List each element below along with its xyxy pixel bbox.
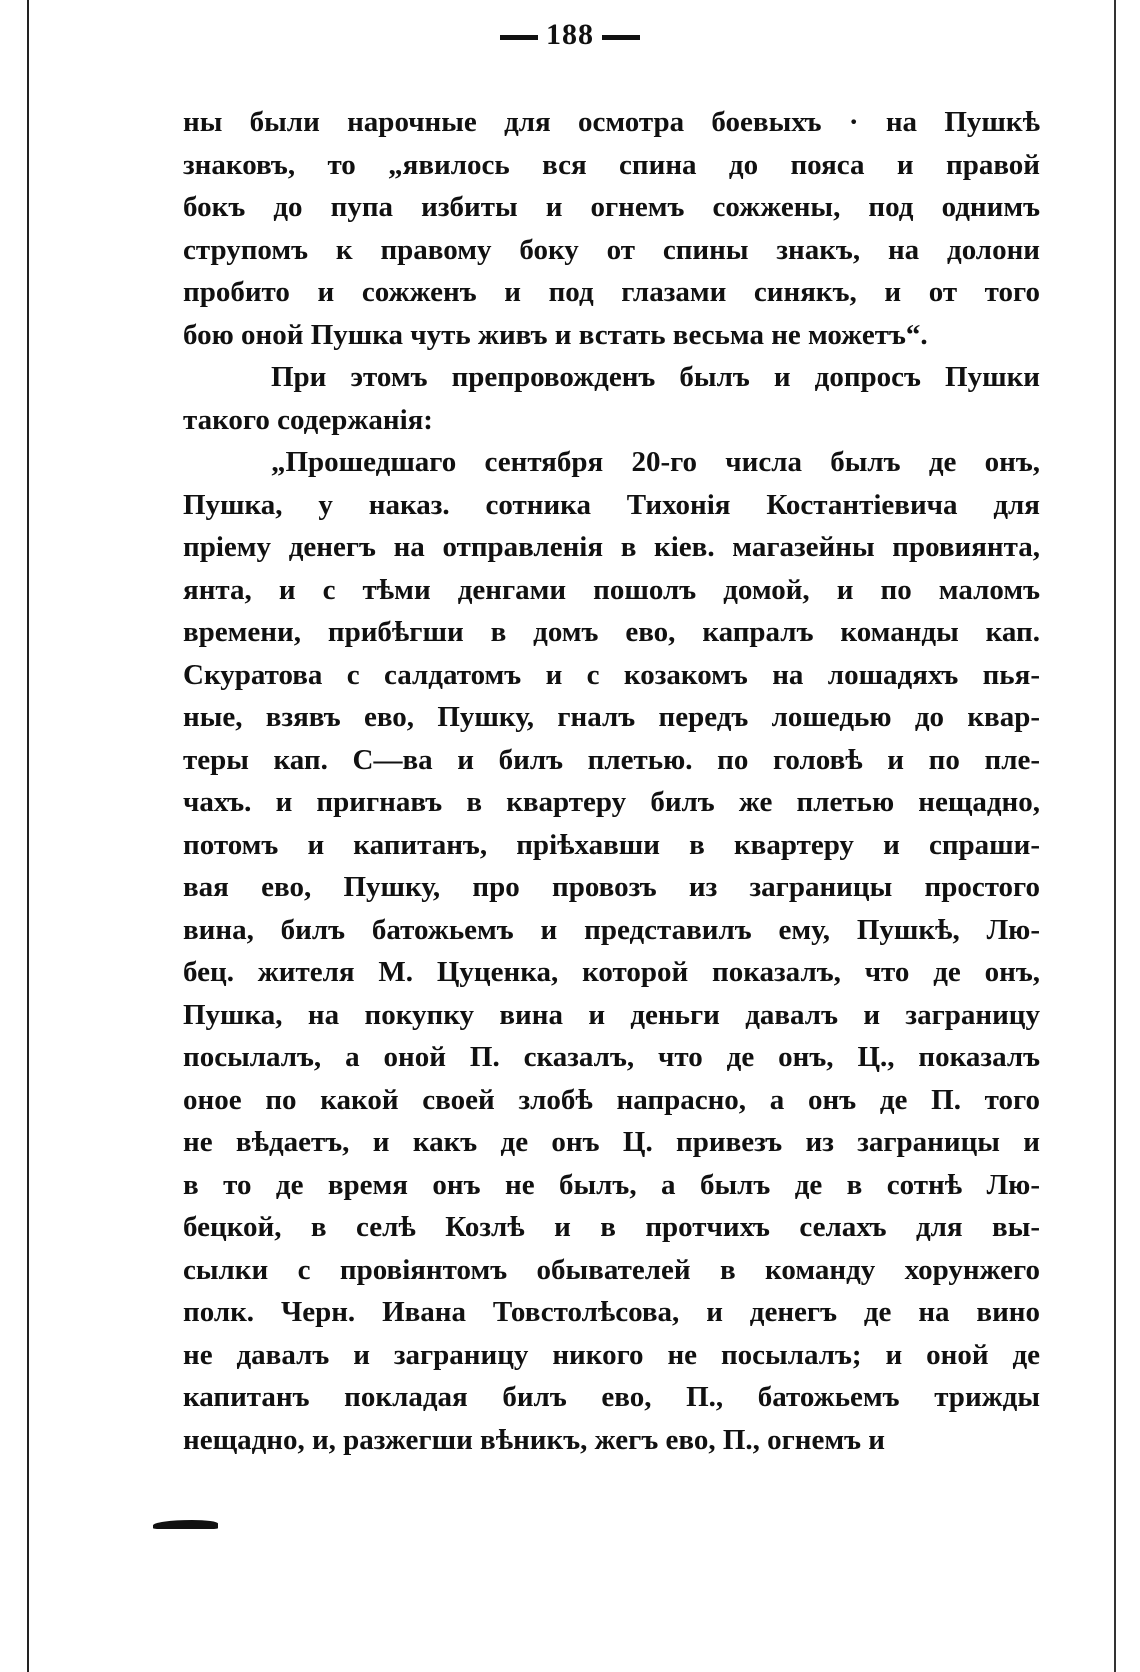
- text-line: не вѣдаетъ, и какъ де онъ Ц. привезъ из заграницы и: [183, 1126, 1040, 1158]
- page-header: [0, 18, 1140, 52]
- text-line: теры кап. С—ва и билъ плетью. по головѣ и по пле-: [183, 743, 1040, 776]
- text-line: такого содержанія:: [183, 403, 433, 436]
- text-line: полк. Черн. Ивана Товстолѣсова, и денегъ де на вино: [183, 1296, 1040, 1328]
- text-line: нещадно, и, разжегши вѣникъ, жегъ ево, П., огнемъ и: [183, 1423, 885, 1456]
- text-line: Скуратова с салдатомъ и с козакомъ на лошадяхъ пья-: [183, 658, 1040, 691]
- text-line: знаковъ, то „явилось вся спина до пояса и правой: [183, 148, 1040, 181]
- text-line: Пушка, у наказ. сотника Тихонія Костантіевича для: [183, 488, 1040, 521]
- text-line: вина, билъ батожьемъ и представилъ ему, Пушкѣ, Лю-: [183, 913, 1040, 946]
- page-number: 188: [546, 18, 594, 51]
- text-line: При этомъ препровожденъ былъ и допросъ Пушки: [271, 361, 1040, 393]
- ink-smudge: [153, 1520, 218, 1529]
- text-line: ны были нарочные для осмотра боевыхъ · на Пушкѣ: [183, 106, 1040, 138]
- text-line: сылки с провіянтомъ обывателей в команду хорунжего: [183, 1253, 1040, 1286]
- text-line: в то де время онъ не былъ, а былъ де в сотнѣ Лю-: [183, 1168, 1040, 1201]
- text-line: бокъ до пупа избиты и огнемъ сожжены, под однимъ: [183, 191, 1040, 223]
- header-dash-left: [500, 35, 538, 40]
- scan-edge-right: [1114, 0, 1116, 1672]
- text-line: времени, прибѣгши в домъ ево, капралъ команды кап.: [183, 616, 1040, 648]
- scan-edge-left: [27, 0, 29, 1672]
- text-line: вая ево, Пушку, про провозъ из заграницы простого: [183, 871, 1040, 903]
- text-line: чахъ. и пригнавъ в квартеру билъ же плетью нещадно,: [183, 786, 1040, 818]
- text-line: янта, и с тѣми денгами пошолъ домой, и по маломъ: [183, 573, 1040, 606]
- text-line: „Прошедшаго сентября 20-го числа былъ де онъ,: [271, 446, 1040, 478]
- text-line: бою оной Пушка чуть живъ и встать весьма не можетъ“.: [183, 318, 928, 351]
- text-line: пробито и сожженъ и под глазами синякъ, и от того: [183, 276, 1040, 308]
- text-line: потомъ и капитанъ, пріѣхавши в квартеру и спраши-: [183, 828, 1040, 861]
- text-line: бец. жителя М. Цуценка, которой показалъ, что де онъ,: [183, 956, 1040, 988]
- text-line: Пушка, на покупку вина и деньги давалъ и заграницу: [183, 998, 1040, 1031]
- text-line: не давалъ и заграницу никого не посылалъ; и оной де: [183, 1338, 1040, 1371]
- header-dash-right: [602, 35, 640, 40]
- text-line: струпомъ к правому боку от спины знакъ, на долони: [183, 233, 1040, 266]
- text-line: пріему денегъ на отправленія в кіев. магазейны провиянта,: [183, 531, 1040, 563]
- text-line: капитанъ покладая билъ ево, П., батожьемъ трижды: [183, 1381, 1040, 1413]
- text-line: ные, взявъ ево, Пушку, гналъ передъ лошедью до квар-: [183, 701, 1040, 733]
- text-line: бецкой, в селѣ Козлѣ и в протчихъ селахъ для вы-: [183, 1211, 1040, 1243]
- text-line: оное по какой своей злобѣ напрасно, а онъ де П. того: [183, 1083, 1040, 1116]
- body-text: [183, 101, 1040, 1461]
- text-line: посылалъ, а оной П. сказалъ, что де онъ, Ц., показалъ: [183, 1041, 1040, 1073]
